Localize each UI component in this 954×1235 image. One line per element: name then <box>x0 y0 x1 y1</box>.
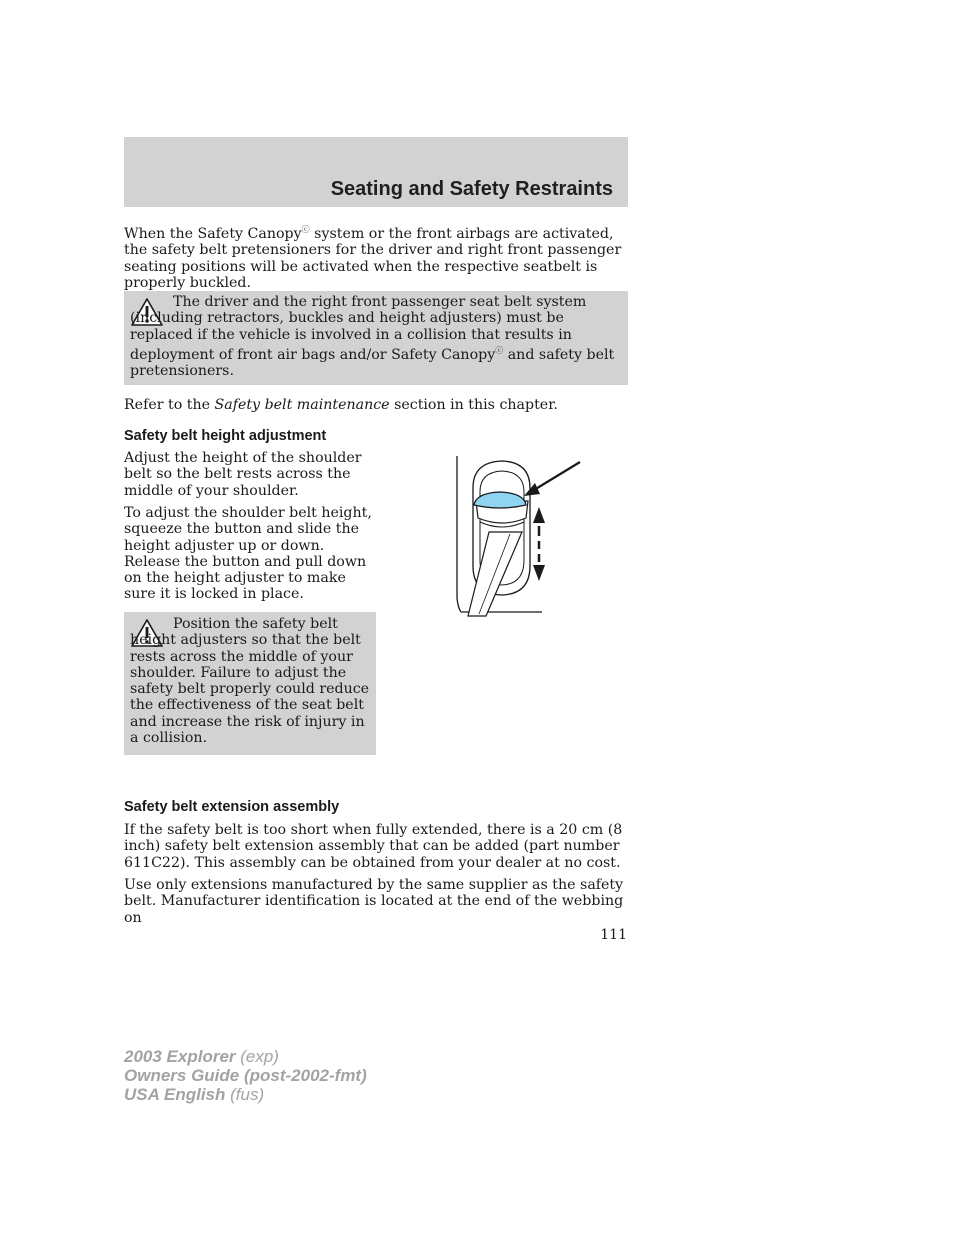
height-adjustment-paragraph-1: Adjust the height of the shoulder belt so the belt rests across the middle of your shoulder. <box>124 450 362 499</box>
warning-box-height <box>124 612 376 755</box>
section-header-band <box>124 137 628 207</box>
service-mark: ⓒ <box>301 225 310 234</box>
maintenance-section-reference: Safety belt maintenance <box>214 397 390 413</box>
document-footer <box>124 1047 367 1104</box>
footer-line-2 <box>124 1066 367 1085</box>
warning1-text-start: The driver and the right front passenger seat belt system (including retractors, buckles and height adjusters) must be replaced if the vehicle is involved in a collision that results in deployment of front air bags and/or Safety Canopy <box>130 294 587 363</box>
refer-paragraph <box>124 397 628 413</box>
extension-paragraph-1: If the safety belt is too short when fully extended, there is a 20 cm (8 inch) safety belt extension assembly that can be added (part number 611C22). This assembly can be obtained from your dealer at no cost. <box>124 822 623 871</box>
footer-line-1 <box>124 1047 367 1066</box>
extension-paragraph-2: Use only extensions manufactured by the same supplier as the safety belt. Manufacturer identification is located at the end of the webbing on <box>124 877 624 926</box>
footer-model-code: (exp) <box>235 1047 279 1066</box>
warning1-text-end: and safety belt pretensioners. <box>130 346 615 380</box>
warning-text-collision <box>130 294 624 379</box>
section-title: Seating and Safety Restraints <box>330 178 613 200</box>
footer-model: 2003 Explorer <box>124 1047 236 1066</box>
height-adjustment-paragraph-2: To adjust the shoulder belt height, squeeze the button and slide the height adjuster up or down. Release the button and pull down on the height adjuster to make sure it is locked in place. <box>124 505 372 603</box>
footer-language: USA English <box>124 1085 226 1104</box>
extension-assembly-heading: Safety belt extension assembly <box>124 799 340 815</box>
footer-guide: Owners Guide (post-2002-fmt) <box>124 1066 367 1085</box>
height-adjustment-heading: Safety belt height adjustment <box>124 428 327 444</box>
service-mark: ⓒ <box>495 345 504 355</box>
intro-text-end: system or the front airbags are activated, the safety belt pretensioners for the driver and right front passenger seating positions will be activated when the respective seatbelt is properly buckled. <box>124 226 622 291</box>
intro-paragraph <box>124 222 628 291</box>
intro-text-start: When the Safety Canopy <box>124 226 302 242</box>
refer-text-start: Refer to the <box>124 397 215 413</box>
refer-text-end: section in this chapter. <box>389 397 558 413</box>
footer-line-3 <box>124 1085 367 1104</box>
page-number: 111 <box>600 927 627 943</box>
warning-text-height: Position the safety belt height adjusters so that the belt rests across the middle of your shoulder. Failure to adjust the safety belt properly could reduce the effectiveness of the seat belt and increase the risk of injury in a collision. <box>130 616 370 747</box>
warning-box-collision <box>124 291 628 385</box>
height-adjuster-illustration <box>440 448 590 624</box>
footer-language-code: (fus) <box>225 1085 265 1104</box>
